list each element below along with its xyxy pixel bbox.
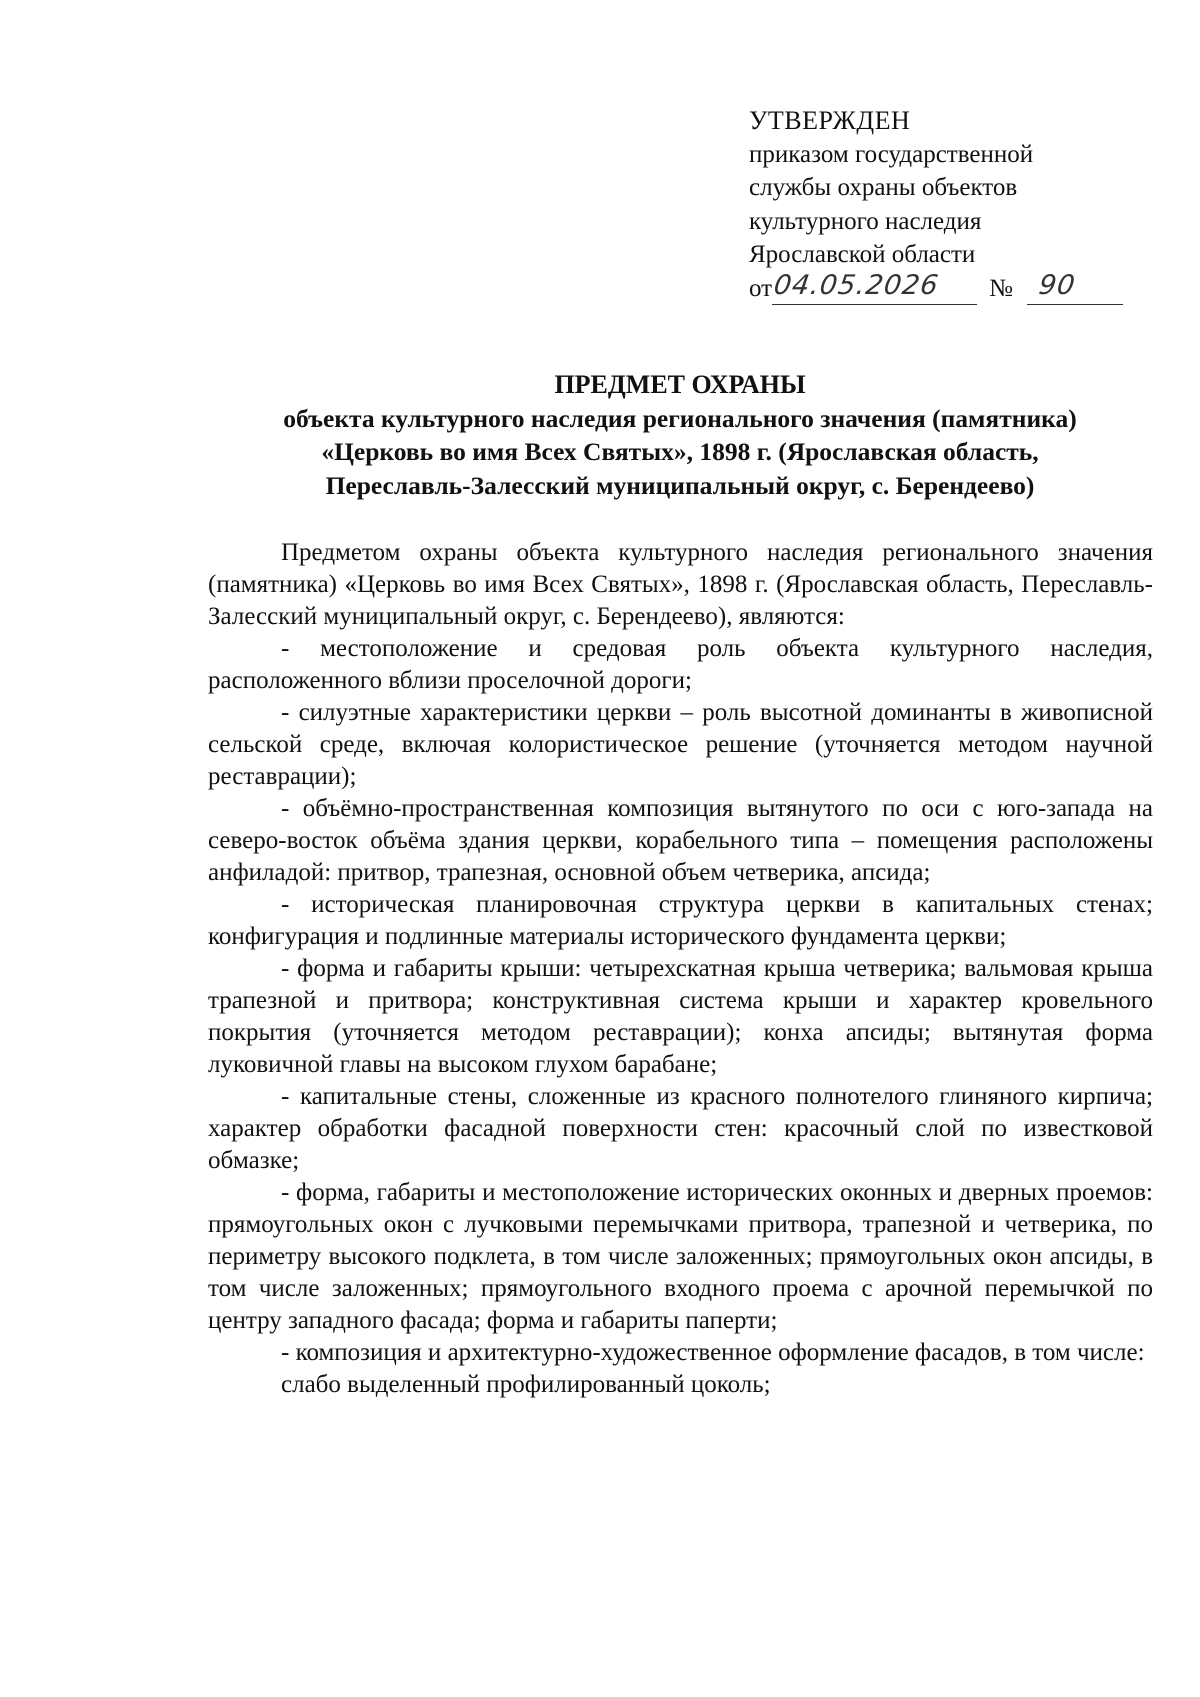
list-item: - местоположение и средовая роль объекта культурного наследия, расположенного вблизи проселочной дороги; <box>208 635 1153 694</box>
list-item: - форма и габариты крыши: четырехскатная крыша четверика; вальмовая крыша трапезной и притвора; конструктивная система крыши и характер кровельного покрытия (уточняется методом реставрации); конха апсиды; вытянутая форма луковичной главы на высоком глухом барабане; <box>208 955 1153 1078</box>
approval-heading: УТВЕРЖДЕН <box>749 106 911 135</box>
date-number-line <box>749 269 1123 306</box>
list-item: - силуэтные характеристики церкви – роль высотной доминанты в живописной сельской среде, включая колористическое решение (уточняется методом научной реставрации); <box>208 699 1153 790</box>
date-prefix: от <box>749 274 773 302</box>
sub-item: слабо выделенный профилированный цоколь; <box>281 1371 771 1398</box>
document-title <box>195 368 1165 502</box>
list-item: - объёмно-пространственная композиция вытянутого по оси с юго-запада на северо-восток объёма здания церкви, корабельного типа – помещения расположены анфиладой: притвор, трапезная, основной объем четверика, апсида; <box>208 795 1153 886</box>
approval-line: службы охраны объектов <box>749 174 1018 201</box>
number-prefix: № <box>989 274 1013 302</box>
approval-line: культурного наследия <box>749 207 982 235</box>
number-field <box>1027 269 1123 305</box>
list-item: - композиция и архитектурно-художественное оформление фасадов, в том числе: <box>281 1339 1145 1366</box>
list-item: - историческая планировочная структура церкви в капитальных стенах; конфигурация и подлинные материалы исторического фундамента церкви; <box>208 891 1153 950</box>
approval-line: приказом государственной <box>749 140 1034 168</box>
approval-line: Ярославской области <box>749 241 976 268</box>
handwritten-date: 04.05.2026 <box>771 269 941 301</box>
date-field <box>771 269 977 305</box>
title-line: «Церковь во имя Всех Святых», 1898 г. (Ярославская область, <box>321 437 1039 466</box>
title-line: Переславль-Залесский муниципальный округ, с. Берендеево) <box>325 470 1035 500</box>
intro-paragraph: Предметом охраны объекта культурного наследия регионального значения (памятника) «Церковь во имя Всех Святых», 1898 г. (Ярославская область, Переславль-Залесский муниципальный округ, с. Берендеево), являются: <box>208 539 1153 630</box>
document-body <box>208 537 1153 1401</box>
list-item: - форма, габариты и местоположение исторических оконных и дверных проемов: прямоугольных окон с лучковыми перемычками притвора, трапезной и четверика, по периметру высокого подклета, в том числе заложенных; прямоугольных окон апсиды, в том числе заложенных; прямоугольного входного проема с арочной перемычкой по центру западного фасада; форма и габариты паперти; <box>208 1179 1153 1334</box>
title-main: ПРЕДМЕТ ОХРАНЫ <box>554 370 806 399</box>
list-item: - капитальные стены, сложенные из красного полнотелого глиняного кирпича; характер обработки фасадной поверхности стен: красочный слой по известковой обмазке; <box>208 1083 1153 1174</box>
title-line: объекта культурного наследия регионального значения (памятника) <box>283 403 1077 433</box>
handwritten-number: 90 <box>1036 269 1078 301</box>
approval-block <box>749 104 1123 305</box>
